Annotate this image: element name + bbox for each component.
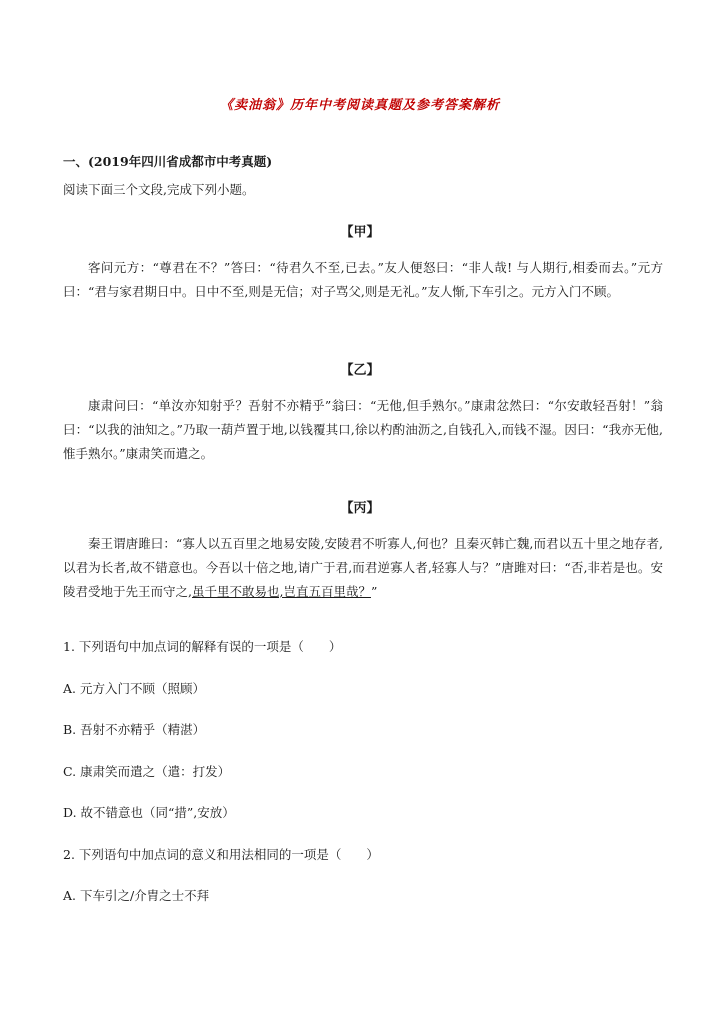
passage-bing-text <box>63 532 663 604</box>
passage-bing-underlined: 虽千里不敢易也,岂直五百里哉？ <box>191 584 371 599</box>
passage-jia-text: 客问元方：“尊君在不？”答曰：“待君久不至,已去。”友人便怒曰：“非人哉! 与人期行,相委而去。”元方曰：“君与家君期日中。日中不至,则是无信；对子骂父,则是无礼。”友人惭,下车引之。元方入门不顾。 <box>63 260 663 299</box>
question-2-option-a: A. 下车引之/介胄之士不拜 <box>63 888 210 903</box>
passage-label-jia: 【甲】 <box>340 225 380 240</box>
passage-bing-main: 秦王谓唐雎曰：“寡人以五百里之地易安陵,安陵君不听寡人,何也？且秦灭韩亡魏,而君以五十里之地存者,以君为长者,故不错意也。今吾以十倍之地,请广于君,而君逆寡人者,轻寡人与？”唐雎对曰：“否,非若是也。安陵君受地于先王而守之, <box>63 536 663 599</box>
document-title: 《卖油翁》历年中考阅读真题及参考答案解析 <box>219 98 500 113</box>
question-1-option-b: B. 吾射不亦精乎（精湛） <box>63 722 206 737</box>
question-1-option-d: D. 故不错意也（同“措”,安放） <box>63 805 235 820</box>
instruction-text: 阅读下面三个文段,完成下列小题。 <box>63 182 255 197</box>
passage-bing-end: ” <box>370 584 378 599</box>
question-1-option-c: C. 康肃笑而遣之（遣：打发） <box>63 764 231 779</box>
passage-label-bing: 【丙】 <box>340 501 380 516</box>
question-1-stem: 1. 下列语句中加点词的解释有误的一项是（ ） <box>63 639 342 654</box>
section-heading: 一、(2019年四川省成都市中考真题) <box>63 154 273 169</box>
question-1-option-a: A. 元方入门不顾（照顾） <box>63 681 205 696</box>
question-2-stem: 2. 下列语句中加点词的意义和用法相同的一项是（ ） <box>63 847 379 862</box>
passage-yi-text: 康肃问曰：“单汝亦知射乎？吾射不亦精乎”翁曰：“无他,但手熟尔。”康肃忿然曰：“尔安敢轻吾射！”翁曰：“以我的油知之。”乃取一葫芦置于地,以钱覆其口,徐以杓酌油沥之,自钱孔入,而钱不湿。因曰：“我亦无他,惟手熟尔。”康肃笑而遣之。 <box>63 398 663 461</box>
passage-label-yi: 【乙】 <box>340 363 380 378</box>
